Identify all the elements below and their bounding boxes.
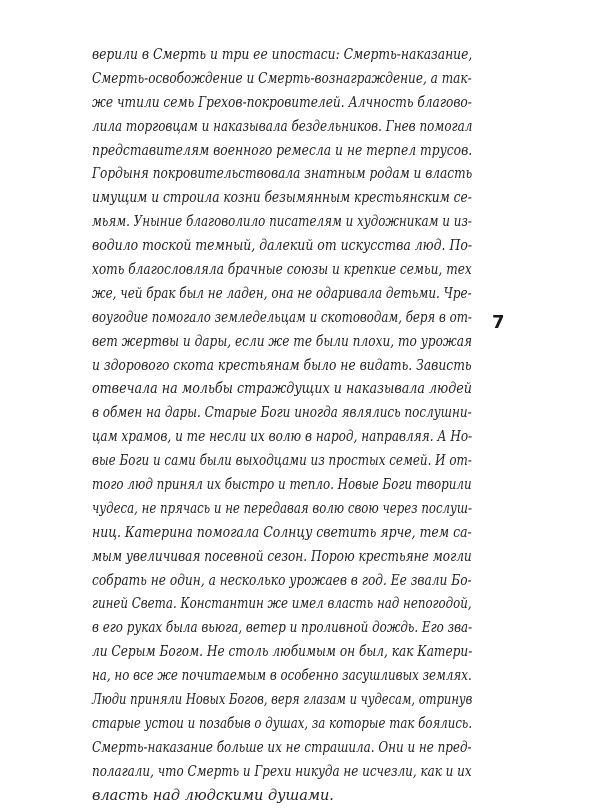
text-line: старые устои и позабыв о душах, за которые так боялись. — [92, 715, 473, 732]
text-line: ли Серым Богом. Не столь любимым он был, как Катери- — [92, 644, 473, 661]
text-line: верили в Смерть и три ее ипостаси: Смерть-наказание, — [92, 47, 473, 63]
text-line: водило тоской темный, далекий от искусства люд. По- — [92, 238, 473, 255]
text-line: в обмен на дары. Старые Боги иногда являлись послушни- — [92, 405, 472, 422]
text-line: же чтили семь Грехов-покровителей. Алчность благово- — [92, 94, 472, 111]
text-line: власть над людскими душами. — [92, 787, 334, 804]
text-line: того люд принял их быстро и тепло. Новые Боги творили — [92, 477, 472, 494]
text-line: Люди приняли Новых Богов, веря глазам и чудесам, отринув — [92, 692, 473, 709]
text-line: лила торговцам и наказывала бездельников. Гнев помогал — [92, 118, 473, 135]
text-line: вые Боги и сами были выходцами из простых семей. И от- — [92, 453, 472, 470]
text-line: на, но все же почитаемым в особенно засушливых землях. — [92, 668, 472, 685]
text-line: мым увеличивая посевной сезон. Порою крестьяне могли — [92, 548, 472, 565]
text-line: цам храмов, и те несли их волю в народ, направляя. А Но- — [92, 429, 473, 446]
text-line: собрать не один, а несколько урожаев в год. Ее звали Бо- — [92, 572, 472, 589]
text-line: представителям военного ремесла и не терпел трусов. — [92, 142, 473, 159]
text-line: ниц. Катерина помогала Солнцу светить ярче, тем са- — [92, 524, 472, 541]
text-line: хоть благословляла брачные союзы и крепкие семьи, тех — [92, 262, 472, 279]
text-line: вет жертвы и дары, если же те были плохи, то урожая — [92, 333, 473, 350]
text-line: Смерть-наказание больше их не страшила. Они и не пред- — [92, 739, 472, 756]
text-line: полагали, что Смерть и Грехи никуда не исчезли, как и их — [92, 763, 472, 780]
text-line: и здорового скота крестьянам было не видать. Зависть — [92, 357, 472, 374]
text-line: же, чей брак был не ладен, она не одаривала детьми. Чре- — [92, 285, 472, 302]
text-line: воугодие помогало земледельцам и скотоводам, беря в от- — [92, 309, 472, 326]
text-line: отвечала на мольбы страждущих и наказывала людей — [92, 381, 472, 398]
text-line: чудеса, не прячась и не передавая волю свою через послуш- — [92, 500, 472, 517]
body-text — [92, 44, 472, 809]
text-line: имущим и строила козни безымянным крестьянским се- — [92, 190, 472, 207]
text-line: Смерть-освобождение и Смерть-вознаграждение, а так- — [92, 70, 472, 87]
text-line: в его руках была вьюга, ветер и проливной дождь. Его зва- — [92, 620, 473, 637]
page-number: 7 — [492, 312, 505, 333]
text-line: мьям. Уныние благоволило писателям и художникам и из- — [92, 214, 472, 231]
text-line: гиней Света. Константин же имел власть над непогодой, — [92, 596, 472, 613]
text-line: Гордыня покровительствовала знатным родам и власть — [92, 166, 473, 183]
